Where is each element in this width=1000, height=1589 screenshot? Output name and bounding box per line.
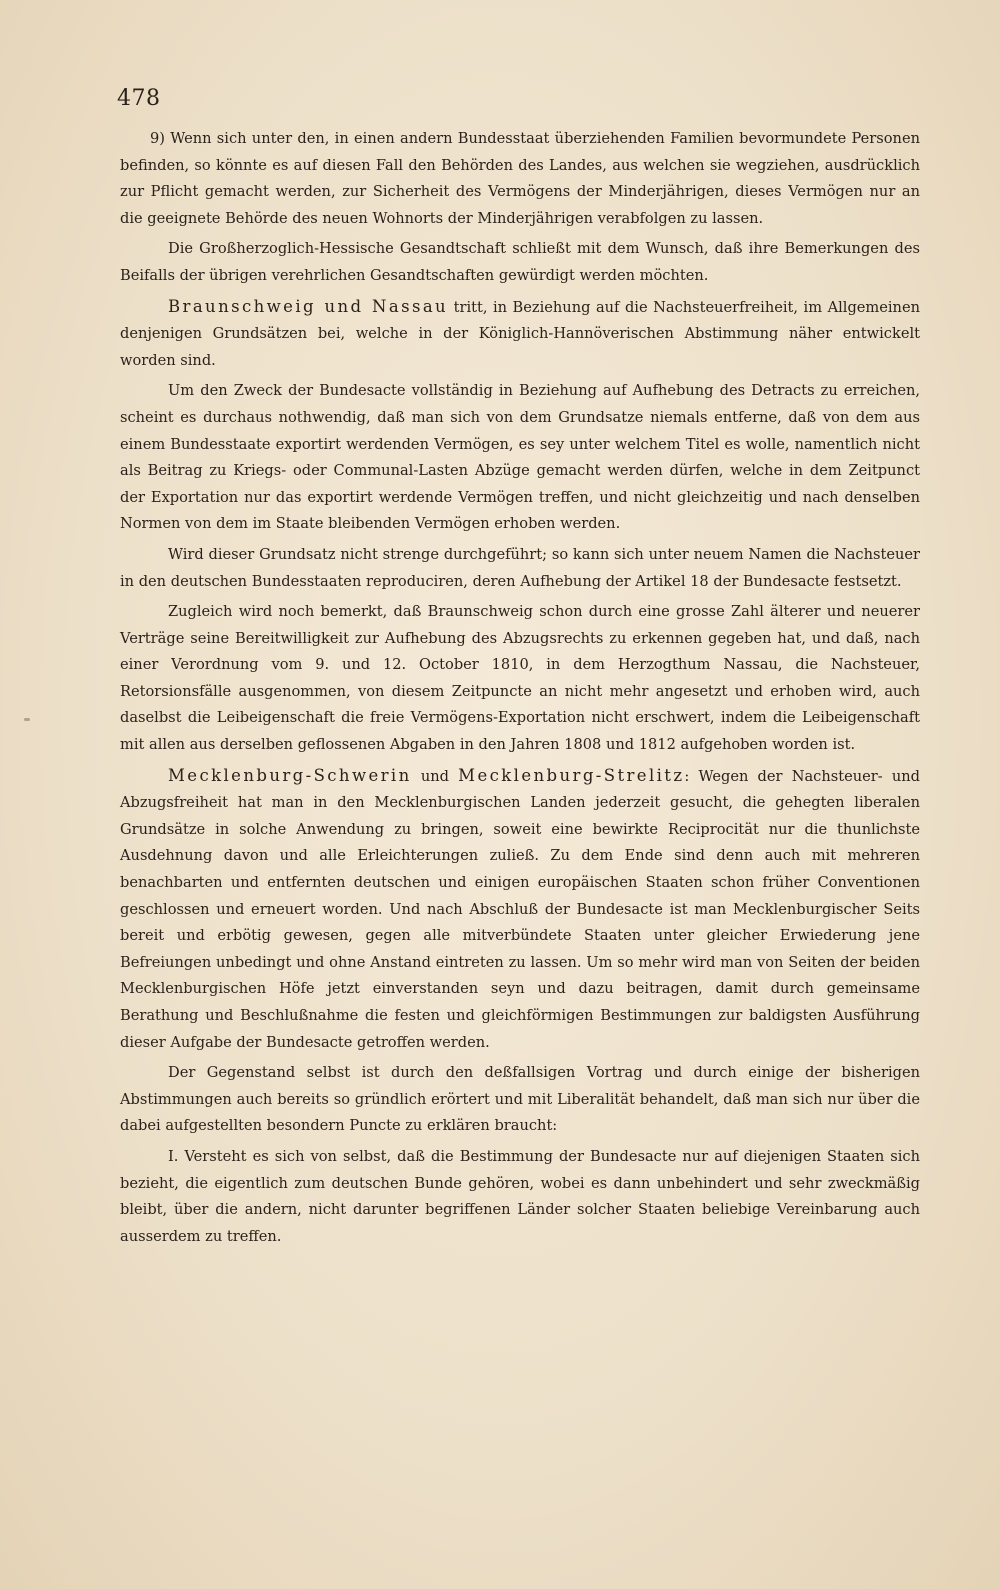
page-number: 478 <box>117 86 161 111</box>
paper-speck <box>24 718 30 721</box>
paragraph-text: tritt, in Beziehung auf die Nachsteuerfreiheit, im Allgemeinen denjenigen Grundsätzen bei, welche in der Königlich-Hannöverischen Abstimmung näher entwickelt worden sind. <box>120 298 920 369</box>
paragraph-braunschweig <box>120 294 920 375</box>
state-name: Mecklenburg-Strelitz <box>458 765 685 785</box>
paragraph-9: 9) Wenn sich unter den, in einen andern Bundesstaat überziehenden Familien bevormundete Personen befinden, so könnte es auf diesen Fall den Behörden des Landes, aus welchen sie wegziehen, ausdrücklich zur Pflicht gemacht werden, zur Sicherheit des Vermögens der Minderjährigen, dieses Vermögen nur an die geeignete Behörde des neuen Wohnorts der Minderjährigen verabfolgen zu lassen. <box>120 130 920 227</box>
paragraph-zugleich: Zugleich wird noch bemerkt, daß Braunschweig schon durch eine grosse Zahl älterer und neuerer Verträge seine Bereitwilligkeit zur Aufhebung des Abzugsrechts zu erkennen gegeben hat, und daß, nach einer Verordnung vom 9. und 12. October 1810, in dem Herzogthum Nassau, die Nachsteuer, Retorsionsfälle ausgenommen, von diesem Zeitpuncte an nicht mehr angesetzt und erhoben wird, auch daselbst die Leibeigenschaft die freie Vermögens-Exportation nicht erschwert, indem die Leibeigenschaft mit allen aus derselben geflossenen Abgaben in den Jahren 1808 und 1812 aufgehoben worden ist. <box>120 603 920 754</box>
paragraph-gegenstand: Der Gegenstand selbst ist durch den deßfallsigen Vortrag und durch einige der bisherigen Abstimmungen auch bereits so gründlich erörtert und mit Liberalität behandelt, daß man sich nur über die dabei aufgestellten besondern Puncte zu erklären braucht: <box>120 1064 920 1135</box>
paragraph-grundsatz: Wird dieser Grundsatz nicht strenge durchgeführt; so kann sich unter neuem Namen die Nachsteuer in den deutschen Bundesstaaten reproduciren, deren Aufhebung der Artikel 18 der Bundesacte festsetzt. <box>120 545 920 590</box>
state-name: Braunschweig und Nassau <box>168 296 449 316</box>
paragraph-mecklenburg <box>120 763 920 1057</box>
state-name: Mecklenburg-Schwerin <box>168 765 412 785</box>
paragraph-point-one: I. Versteht es sich von selbst, daß die Bestimmung der Bundesacte nur auf diejenigen Staaten sich bezieht, die eigentlich zum deutschen Bunde gehören, wobei es dann unbehindert und sehr zweckmäßig bleibt, über die andern, nicht darunter begriffenen Länder solcher Staaten beliebige Vereinbarung auch ausserdem zu treffen. <box>120 1147 920 1245</box>
paragraph-text: : Wegen der Nachsteuer- und Abzugsfreiheit hat man in den Mecklenburgischen Landen jederzeit gesucht, die gehegten liberalen Grundsätze in solche Anwendung zu bringen, soweit eine bewirkte Reciprocität nur die thunlichste Ausdehnung davon und alle Erleichterungen zuließ. Zu dem Ende sind denn auch mit mehreren benachbarten und entfernten deutschen und einigen europäischen Staaten schon früher Conventionen geschlossen und erneuert worden. Und nach Abschluß der Bundesacte ist man Mecklenburgischer Seits bereit und erbötig gewesen, gegen alle mitverbündete Staaten unter gleicher Erwiederung jene Befreiungen unbedingt und ohne Anstand eintreten zu lassen. Um so mehr wird man von Seiten der beiden Mecklenburgischen Höfe jetzt einverstanden seyn und dazu beitragen, damit durch gemeinsame Berathung und Beschlußnahme die festen und gleichförmigen Bestimmungen zur baldigsten Ausführung dieser Aufgabe der Bundesacte getroffen werden. <box>120 767 920 1051</box>
paragraph-detract: Um den Zweck der Bundesacte vollständig in Beziehung auf Aufhebung des Detracts zu erreichen, scheint es durchaus nothwendig, daß man sich von dem Grundsatze niemals entferne, daß von dem aus einem Bundesstaate exportirt werdenden Vermögen, es sey unter welchem Titel es wolle, namentlich nicht als Beitrag zu Kriegs- oder Communal-Lasten Abzüge gemacht werden dürfen, welche in dem Zeitpunct der Exportation nur das exportirt werdende Vermögen treffen, und nicht gleichzeitig und nach denselben Normen von dem im Staate bleibenden Vermögen erhoben werden. <box>120 382 920 533</box>
paragraph-hessen: Die Großherzoglich-Hessische Gesandtschaft schließt mit dem Wunsch, daß ihre Bemerkungen des Beifalls der übrigen verehrlichen Gesandtschaften gewürdigt werden möchten. <box>120 240 920 284</box>
connector-text: und <box>411 767 459 785</box>
text-body <box>120 126 920 1254</box>
